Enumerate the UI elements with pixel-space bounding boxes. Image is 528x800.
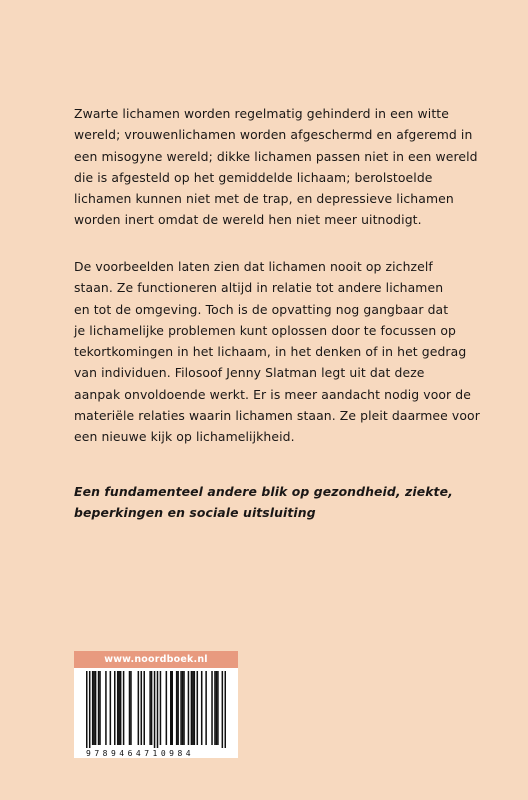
text-line: van individuen. Filosoof Jenny Slatman legt uit dat deze	[74, 365, 425, 381]
barcode-bar	[205, 671, 207, 745]
text-line: een nieuwe kijk op lichamelijkheid.	[74, 429, 295, 445]
barcode-bar	[105, 671, 107, 745]
barcode-bar	[93, 671, 95, 745]
barcode-bar	[120, 671, 122, 745]
barcode-bar	[192, 671, 194, 745]
barcode-bar	[151, 671, 153, 745]
text-line: materiële relaties waarin lichamen staan. Ze pleit daarmee voor	[74, 408, 480, 424]
text-line: worden inert omdat de wereld hen niet meer uitnodigt.	[74, 212, 422, 228]
publisher-url: www.noordboek.nl	[74, 651, 238, 668]
back-cover-paragraph-2	[74, 256, 480, 448]
barcode-bar	[98, 671, 100, 745]
barcode-bar	[183, 671, 185, 745]
barcode-block	[74, 651, 238, 758]
barcode-bar	[149, 671, 151, 745]
barcode-bar	[89, 671, 91, 748]
barcode-bar	[194, 671, 196, 745]
barcode-bar	[176, 671, 178, 745]
barcode-bar	[114, 671, 116, 745]
barcode-bar	[141, 671, 143, 745]
barcode-bar	[182, 671, 184, 745]
barcode-area	[74, 668, 238, 758]
barcode-bar	[197, 671, 199, 745]
barcode-bar	[123, 671, 125, 745]
text-line: Zwarte lichamen worden regelmatig gehinderd in een witte	[74, 106, 449, 121]
text-line: tekortkomingen in het lichaam, in het denken of in het gedrag	[74, 344, 467, 360]
text-line: en tot de omgeving. Toch is de opvatting nog gangbaar dat	[74, 301, 449, 317]
barcode-bar	[222, 671, 224, 748]
barcode-bar	[92, 671, 94, 745]
barcode-bar	[211, 671, 213, 745]
isbn-barcode	[86, 671, 226, 748]
barcode-bar	[118, 671, 120, 745]
barcode-bar	[166, 671, 168, 745]
barcode-bar	[180, 671, 182, 745]
barcode-bar	[95, 671, 97, 745]
barcode-bar	[171, 671, 173, 745]
text-line: lichamen kunnen niet met de trap, en depressieve lichamen	[74, 191, 454, 207]
barcode-bar	[170, 671, 172, 745]
barcode-bar	[86, 671, 88, 748]
barcode-bar	[225, 671, 226, 748]
text-line: je lichamelijke problemen kunt oplossen door te focussen op	[74, 322, 456, 338]
barcode-bar	[117, 671, 119, 745]
barcode-bar	[99, 671, 101, 745]
barcode-bar	[110, 671, 112, 745]
barcode-bar	[130, 671, 132, 745]
barcode-bar	[216, 671, 218, 745]
barcode-bar	[160, 671, 162, 745]
barcode-bar	[214, 671, 216, 745]
barcode-bar	[201, 671, 203, 745]
text-line: die is afgesteld op het gemiddelde lichaam; berolstoelde	[74, 169, 433, 185]
barcode-bar	[188, 671, 190, 745]
barcode-bar	[154, 671, 156, 748]
text-line: een misogyne wereld; dikke lichamen passen niet in een wereld	[74, 148, 478, 164]
barcode-bar	[177, 671, 179, 745]
text-line: staan. Ze functioneren altijd in relatie tot andere lichamen	[74, 280, 444, 296]
text-line: wereld; vrouwenlichamen worden afgeschermd en afgeremd in	[74, 127, 473, 143]
tagline	[74, 481, 466, 524]
text-line: De voorbeelden laten zien dat lichamen nooit op zichzelf	[74, 259, 433, 274]
back-cover-paragraph-1	[74, 103, 478, 231]
isbn-number: 9789464710984	[86, 749, 195, 758]
barcode-bar	[157, 671, 159, 748]
barcode-bar	[191, 671, 193, 745]
barcode-bar	[143, 671, 145, 745]
tagline-line: beperkingen en sociale uitsluiting	[74, 505, 316, 521]
tagline-line: Een fundamenteel andere blik op gezondheid, ziekte,	[74, 484, 453, 499]
barcode-bar	[129, 671, 131, 745]
text-line: aanpak onvoldoende werkt. Er is meer aandacht nodig voor de	[74, 386, 471, 402]
barcode-bar	[138, 671, 140, 745]
barcode-bar	[217, 671, 219, 745]
